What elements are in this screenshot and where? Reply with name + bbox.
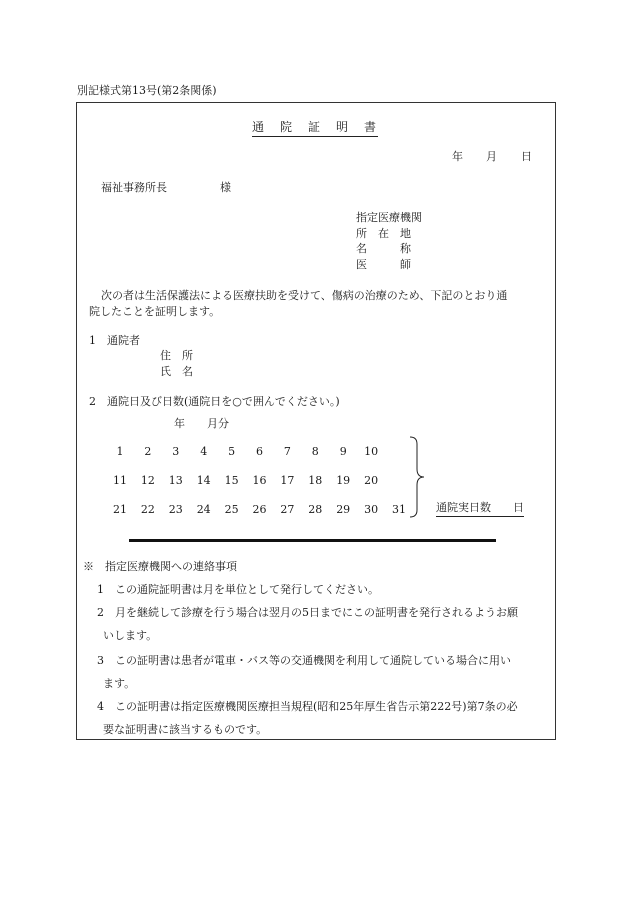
day-25: 25 bbox=[224, 503, 239, 516]
section-1-address: 住 所 bbox=[160, 349, 193, 362]
day-21: 21 bbox=[113, 503, 127, 516]
note-2a: 2 月を継続して診療を行う場合は翌月の5日までにこの証明書を発行されるようお願 bbox=[97, 606, 518, 619]
date-year: 年 bbox=[452, 150, 463, 163]
day-28: 28 bbox=[308, 503, 323, 516]
day-14: 14 bbox=[196, 474, 211, 487]
day-6: 6 bbox=[256, 445, 263, 458]
day-2: 2 bbox=[144, 445, 152, 458]
day-12: 12 bbox=[140, 474, 155, 487]
day-19: 19 bbox=[336, 474, 351, 487]
note-2b: いします。 bbox=[103, 629, 158, 642]
year-month: 年 月分 bbox=[174, 417, 229, 430]
section-1-name: 氏 名 bbox=[160, 365, 193, 378]
day-5: 5 bbox=[228, 445, 236, 458]
day-22: 22 bbox=[140, 503, 155, 516]
day-16: 16 bbox=[252, 474, 267, 487]
actual-days bbox=[436, 502, 524, 513]
day-3: 3 bbox=[172, 445, 180, 458]
day-15: 15 bbox=[224, 474, 239, 487]
day-20: 20 bbox=[364, 474, 379, 487]
day-1: 1 bbox=[116, 445, 124, 458]
day-30: 30 bbox=[364, 503, 379, 516]
day-7: 7 bbox=[283, 445, 291, 458]
date-month: 月 bbox=[486, 150, 497, 163]
intro-line-1: 次の者は生活保護法による医療扶助を受けて、傷病の治療のため、下記のとおり通 bbox=[101, 289, 508, 302]
addressee: 福祉事務所長 bbox=[101, 181, 167, 194]
institution-name: 名 称 bbox=[356, 242, 411, 255]
document-title-text: 通 院 証 明 書 bbox=[252, 120, 378, 137]
day-31: 31 bbox=[392, 503, 406, 516]
honorific: 様 bbox=[220, 181, 231, 194]
section-2-label: 2 通院日及び日数(通院日を○で囲んでください。) bbox=[89, 395, 340, 408]
day-17: 17 bbox=[280, 474, 295, 487]
day-29: 29 bbox=[336, 503, 351, 516]
note-4b: 要な証明書に該当するものです。 bbox=[103, 723, 268, 736]
institution-header: 指定医療機関 bbox=[356, 211, 422, 224]
form-number-label: 別記様式第13号(第2条関係) bbox=[77, 84, 217, 97]
day-10: 10 bbox=[364, 445, 379, 458]
date-day: 日 bbox=[521, 150, 532, 163]
day-8: 8 bbox=[311, 445, 319, 458]
note-4a: 4 この証明書は指定医療機関医療担当規程(昭和25年厚生省告示第222号)第7条の必 bbox=[97, 700, 518, 713]
section-1-label: 1 通院者 bbox=[89, 334, 140, 347]
day-26: 26 bbox=[252, 503, 267, 516]
day-24: 24 bbox=[196, 503, 211, 516]
day-11: 11 bbox=[113, 474, 127, 487]
document-title bbox=[0, 121, 630, 133]
day-27: 27 bbox=[280, 503, 295, 516]
intro-line-2: 院したことを証明します。 bbox=[89, 305, 221, 318]
note-3a: 3 この証明書は患者が電車・バス等の交通機関を利用して通院している場合に用い bbox=[97, 654, 511, 667]
day-13: 13 bbox=[168, 474, 183, 487]
actual-days-text: 通院実日数 日 bbox=[436, 501, 524, 517]
day-4: 4 bbox=[200, 445, 208, 458]
note-3b: ます。 bbox=[103, 677, 136, 690]
brace bbox=[408, 436, 426, 518]
note-1: 1 この通院証明書は月を単位として発行してください。 bbox=[97, 583, 379, 596]
day-23: 23 bbox=[168, 503, 183, 516]
notes-title: ※ 指定医療機関への連絡事項 bbox=[83, 560, 237, 573]
divider bbox=[129, 539, 496, 542]
day-9: 9 bbox=[339, 445, 347, 458]
institution-doctor: 医 師 bbox=[356, 258, 411, 271]
day-18: 18 bbox=[308, 474, 323, 487]
institution-address: 所 在 地 bbox=[356, 227, 411, 240]
